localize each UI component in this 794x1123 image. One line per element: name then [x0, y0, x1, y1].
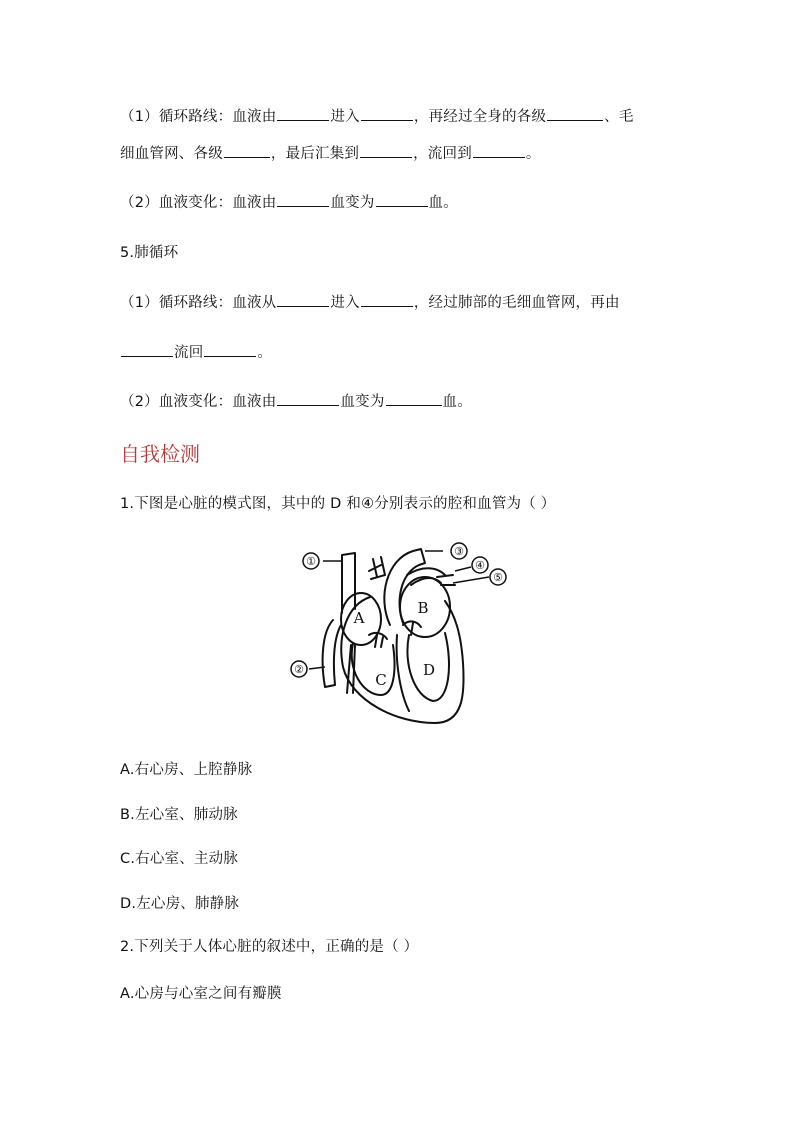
pulmonary-route-line-1: （1）循环路线：血液从 进入 ，经过肺部的毛细血管网，再由	[120, 291, 620, 312]
blank[interactable]	[277, 391, 339, 406]
blank[interactable]	[473, 143, 525, 158]
arch-branches	[369, 557, 385, 579]
section-heading: 自我检测	[120, 442, 200, 466]
pulmonary-title: 5.肺循环	[120, 245, 179, 261]
label-4: ④	[475, 559, 485, 572]
chamber-d: D	[422, 661, 436, 679]
question-2-stem: 2.下列关于人体心脏的叙述中，正确的是（ ）	[120, 939, 419, 955]
right-ventricle	[352, 643, 395, 695]
systemic-route-line-1: （1）循环路线：血液由 进入 ，再经过全身的各级 、毛	[120, 105, 634, 126]
pulmonary-change-line: （2）血液变化：血液由 血变为 血。	[120, 390, 472, 411]
chamber-a: A	[353, 609, 365, 627]
blank[interactable]	[547, 106, 603, 121]
blank[interactable]	[277, 292, 329, 307]
q1-option-d[interactable]: D.左心房、肺静脉	[120, 896, 240, 912]
inferior-vena-cava	[323, 620, 341, 687]
mitral-valve	[403, 621, 421, 635]
blank[interactable]	[360, 143, 412, 158]
question-1-stem: 1.下图是心脏的模式图，其中的 D 和④分别表示的腔和血管为（ ）	[120, 496, 556, 512]
blank[interactable]	[376, 192, 428, 207]
blank[interactable]	[204, 342, 256, 357]
label-1: ①	[306, 555, 316, 568]
chamber-c: C	[375, 671, 387, 689]
label-3: ③	[454, 545, 464, 558]
blank[interactable]	[277, 106, 329, 121]
q1-option-c[interactable]: C.右心室、主动脉	[120, 851, 239, 867]
blank[interactable]	[277, 192, 329, 207]
q2-option-a[interactable]: A.心房与心室之间有瓣膜	[120, 986, 282, 1002]
q1-option-a[interactable]: A.右心房、上腔静脉	[120, 762, 253, 778]
blank[interactable]	[386, 391, 442, 406]
systemic-change-line: （2）血液变化：血液由 血变为 血。	[120, 191, 458, 212]
pulmonary-route-line-2: 流回 。	[120, 341, 272, 362]
blank[interactable]	[224, 143, 270, 158]
label-5: ⑤	[493, 571, 503, 584]
chamber-b: B	[417, 599, 429, 617]
heart-diagram	[285, 535, 515, 730]
systemic-route-line-2: 细血管网、各级 ，最后汇集到 ，流回到 。	[120, 142, 541, 163]
blank[interactable]	[361, 292, 413, 307]
blank[interactable]	[121, 342, 173, 357]
q1-option-b[interactable]: B.左心室、肺动脉	[120, 807, 238, 823]
blank[interactable]	[361, 106, 413, 121]
label-2: ②	[294, 663, 304, 676]
